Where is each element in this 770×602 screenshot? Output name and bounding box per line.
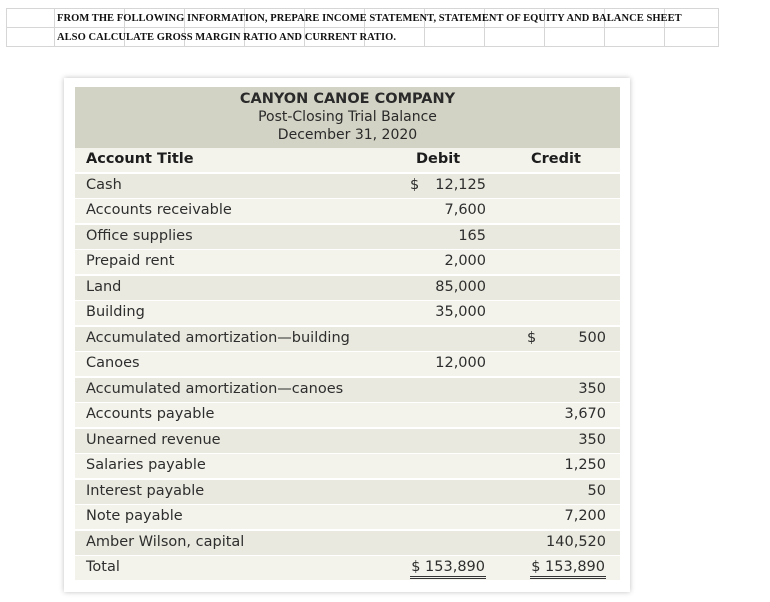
debit-amount: 12,125: [435, 176, 486, 193]
credit-amount: 350: [578, 431, 606, 448]
table-row: [75, 429, 620, 454]
grid-line: [54, 8, 55, 46]
debit-amount: 85,000: [435, 278, 486, 295]
report-date: December 31, 2020: [277, 127, 418, 143]
account-title: Building: [86, 304, 145, 320]
debit-amount: 2,000: [444, 253, 486, 269]
table-row: [75, 327, 620, 352]
total-label: Total: [86, 559, 120, 575]
table-row: [75, 531, 620, 556]
account-title: Land: [86, 278, 122, 295]
grid-line: [718, 8, 719, 46]
account-title: Accounts payable: [86, 406, 215, 422]
account-title: Cash: [86, 176, 122, 193]
debit-amount: 12,000: [435, 355, 486, 371]
credit-amount: 7,200: [564, 508, 606, 524]
table-row: [75, 174, 620, 199]
table-row: [75, 505, 620, 530]
debit-dollar-sign: $: [410, 176, 420, 193]
account-title: Amber Wilson, capital: [86, 533, 245, 550]
account-title-header: Account Title: [86, 151, 194, 167]
credit-amount: 50: [587, 482, 606, 499]
credit-amount: 140,520: [546, 533, 606, 550]
table-row: [75, 352, 620, 377]
total-debit: $ 153,890: [410, 559, 486, 579]
account-title: Salaries payable: [86, 457, 206, 473]
instruction-line-2: ALSO CALCULATE GROSS MARGIN RATIO AND CURRENT RATIO.: [57, 32, 397, 43]
debit-header: Debit: [416, 151, 461, 167]
trial-balance-heading: [75, 87, 620, 148]
account-title: Prepaid rent: [86, 253, 175, 269]
table-row: [75, 403, 620, 428]
table-row: [75, 301, 620, 326]
account-title: Unearned revenue: [86, 431, 221, 448]
account-title: Note payable: [86, 508, 183, 524]
table-row: [75, 225, 620, 250]
credit-amount: 500: [578, 329, 606, 346]
account-title: Accumulated amortization—canoes: [86, 380, 344, 397]
account-title: Interest payable: [86, 482, 205, 499]
total-row: [75, 556, 620, 581]
account-title: Canoes: [86, 355, 140, 371]
table-row: [75, 480, 620, 505]
credit-amount: 1,250: [564, 457, 606, 473]
table-row: [75, 378, 620, 403]
account-title: Office supplies: [86, 227, 193, 244]
credit-header: Credit: [531, 151, 581, 167]
account-title: Accounts receivable: [86, 202, 232, 218]
credit-amount: 350: [578, 380, 606, 397]
trial-balance-card: [64, 78, 630, 592]
total-credit: $ 153,890: [530, 559, 606, 579]
grid-line: [6, 8, 7, 46]
credit-dollar-sign: $: [527, 329, 537, 346]
table-header-row: [75, 148, 620, 173]
company-name: CANYON CANOE COMPANY: [239, 91, 456, 107]
report-title: Post-Closing Trial Balance: [258, 109, 437, 125]
table-row: [75, 250, 620, 275]
table-row: [75, 199, 620, 224]
debit-amount: 35,000: [435, 304, 486, 320]
credit-amount: 3,670: [564, 406, 606, 422]
table-row: [75, 454, 620, 479]
instruction-line-1: FROM THE FOLLOWING INFORMATION, PREPARE INCOME STATEMENT, STATEMENT OF EQUITY AND BALANCE SHEET: [57, 13, 682, 24]
table-row: [75, 276, 620, 301]
debit-amount: 165: [458, 227, 486, 244]
debit-amount: 7,600: [444, 202, 486, 218]
account-title: Accumulated amortization—building: [86, 329, 350, 346]
